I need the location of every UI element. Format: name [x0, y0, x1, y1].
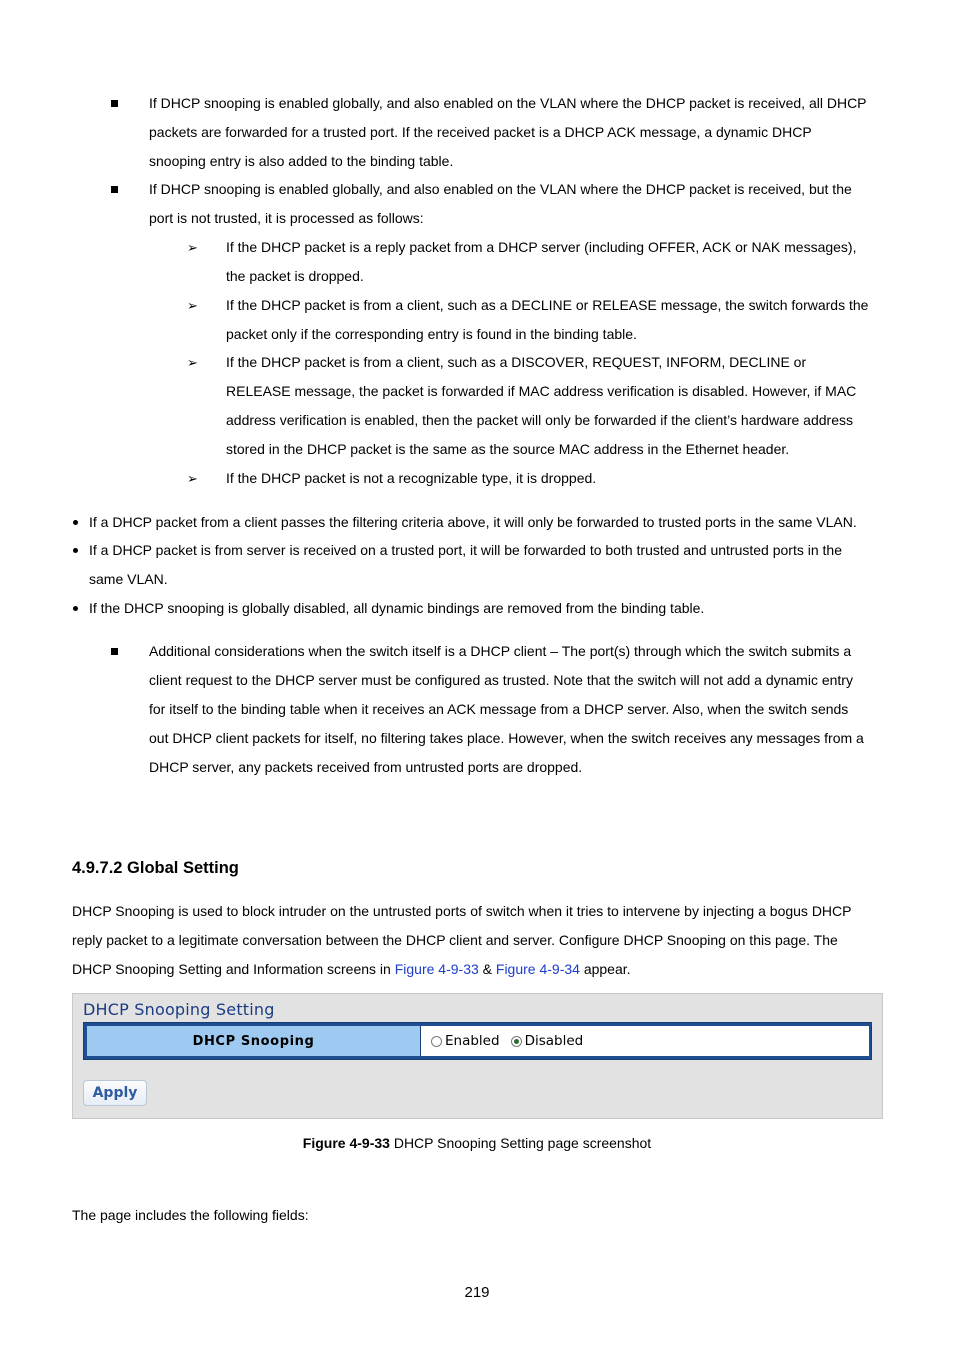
text-line: the packet is dropped.	[226, 268, 364, 284]
text-line	[72, 955, 852, 984]
disabled-option[interactable]	[511, 1033, 584, 1049]
text-span: DHCP Snooping Setting and Information screens in	[72, 961, 395, 977]
dot-bullet	[73, 520, 78, 525]
sub-bullet-paragraph	[226, 348, 856, 464]
figure-link-4-9-33[interactable]: Figure 4-9-33	[394, 961, 479, 977]
arrow-bullet-icon: ➢	[187, 298, 198, 313]
text-line: DHCP Snooping is used to block intruder on the untrusted ports of switch when it tries to intervene by injecting a bogus DHCP	[72, 903, 852, 919]
disabled-label: Disabled	[524, 1033, 584, 1049]
caption-label: Figure 4-9-33	[302, 1135, 390, 1151]
text-line: Additional considerations when the switch itself is a DHCP client – The port(s) through which the switch submits a	[149, 643, 852, 659]
text-line: out DHCP client packets for itself, no filtering takes place. However, when the switch receives any messages from a	[149, 730, 864, 746]
text-line: reply packet to a legitimate conversation between the DHCP client and server. Configure DHCP Snooping on this page. The	[72, 932, 838, 948]
text-line: client request to the DHCP server must be configured as trusted. Note that the switch will not add a dynamic entry	[149, 672, 853, 688]
dot-bullet	[73, 606, 78, 611]
sub-bullet-paragraph	[226, 464, 596, 493]
enabled-option[interactable]	[431, 1033, 500, 1049]
text-line: If DHCP snooping is enabled globally, and also enabled on the VLAN where the DHCP packet is received, all DHCP	[149, 95, 867, 111]
text-line: If the DHCP packet is not a recognizable type, it is dropped.	[226, 470, 597, 486]
intro-paragraph	[72, 897, 852, 984]
text-line: If a DHCP packet from a client passes the filtering criteria above, it will only be forwarded to trusted ports in the same VLAN.	[89, 514, 857, 530]
text-line: same VLAN.	[89, 571, 168, 587]
text-line: If a DHCP packet is from server is received on a trusted port, it will be forwarded to both trusted and untrusted ports in the	[89, 542, 842, 558]
section-heading: 4.9.7.2 Global Setting	[72, 859, 239, 877]
square-bullet	[111, 100, 118, 107]
enabled-radio[interactable]	[431, 1036, 442, 1047]
dhcp-snooping-setting-panel	[72, 993, 883, 1119]
text-span: &	[478, 961, 496, 977]
arrow-bullet-icon: ➢	[187, 240, 198, 255]
square-bullet	[111, 648, 118, 655]
arrow-bullet-icon: ➢	[187, 355, 198, 370]
text-line: RELEASE message, the packet is forwarded if MAC address verification is disabled. However, if MAC	[226, 383, 857, 399]
sub-bullet-paragraph	[226, 291, 868, 349]
bullet-paragraph	[149, 637, 864, 782]
settings-table	[83, 1022, 872, 1060]
sub-bullet-paragraph	[226, 233, 856, 291]
text-line: packet only if the corresponding entry is found in the binding table.	[226, 326, 637, 342]
text-line: If DHCP snooping is enabled globally, and also enabled on the VLAN where the DHCP packet is received, but the	[149, 181, 852, 197]
dot-paragraph	[89, 536, 842, 594]
text-line: for itself to the binding table when it receives an ACK message from a DHCP server. Also, when the switch sends	[149, 701, 849, 717]
dhcp-snooping-label: DHCP Snooping	[87, 1026, 421, 1056]
text-line: packets are forwarded for a trusted port. If the received packet is a DHCP ACK message, a dynamic DHCP	[149, 124, 812, 140]
disabled-radio[interactable]	[511, 1036, 522, 1047]
dhcp-snooping-options	[421, 1026, 869, 1056]
bullet-paragraph	[149, 89, 867, 176]
caption-text: DHCP Snooping Setting page screenshot	[389, 1135, 652, 1151]
dot-paragraph	[89, 508, 857, 537]
text-line: stored in the DHCP packet is the same as the source MAC address in the Ethernet header.	[226, 441, 790, 457]
enabled-label: Enabled	[445, 1033, 500, 1049]
text-line: If the DHCP packet is from a client, such as a DISCOVER, REQUEST, INFORM, DECLINE or	[226, 354, 807, 370]
text-span: appear.	[579, 961, 631, 977]
dot-paragraph	[89, 594, 704, 623]
figure-caption	[0, 1135, 954, 1151]
page-number: 219	[464, 1284, 490, 1301]
square-bullet	[111, 186, 118, 193]
text-line: DHCP server, any packets received from untrusted ports are dropped.	[149, 759, 583, 775]
bullet-paragraph	[149, 175, 852, 233]
arrow-bullet-icon: ➢	[187, 471, 198, 486]
text-line: If the DHCP snooping is globally disabled, all dynamic bindings are removed from the binding table.	[89, 600, 705, 616]
panel-title: DHCP Snooping Setting	[83, 1000, 275, 1019]
text-line: If the DHCP packet is a reply packet from a DHCP server (including OFFER, ACK or NAK messages),	[226, 239, 857, 255]
text-line: port is not trusted, it is processed as follows:	[149, 210, 424, 226]
text-line: snooping entry is also added to the binding table.	[149, 153, 454, 169]
dot-bullet	[73, 548, 78, 553]
fields-intro: The page includes the following fields:	[72, 1207, 309, 1223]
text-line: If the DHCP packet is from a client, such as a DECLINE or RELEASE message, the switch forwards the	[226, 297, 869, 313]
figure-link-4-9-34[interactable]: Figure 4-9-34	[495, 961, 580, 977]
text-line: address verification is enabled, then the packet will only be forwarded if the client’s hardware address	[226, 412, 853, 428]
apply-button[interactable]: Apply	[83, 1080, 147, 1106]
